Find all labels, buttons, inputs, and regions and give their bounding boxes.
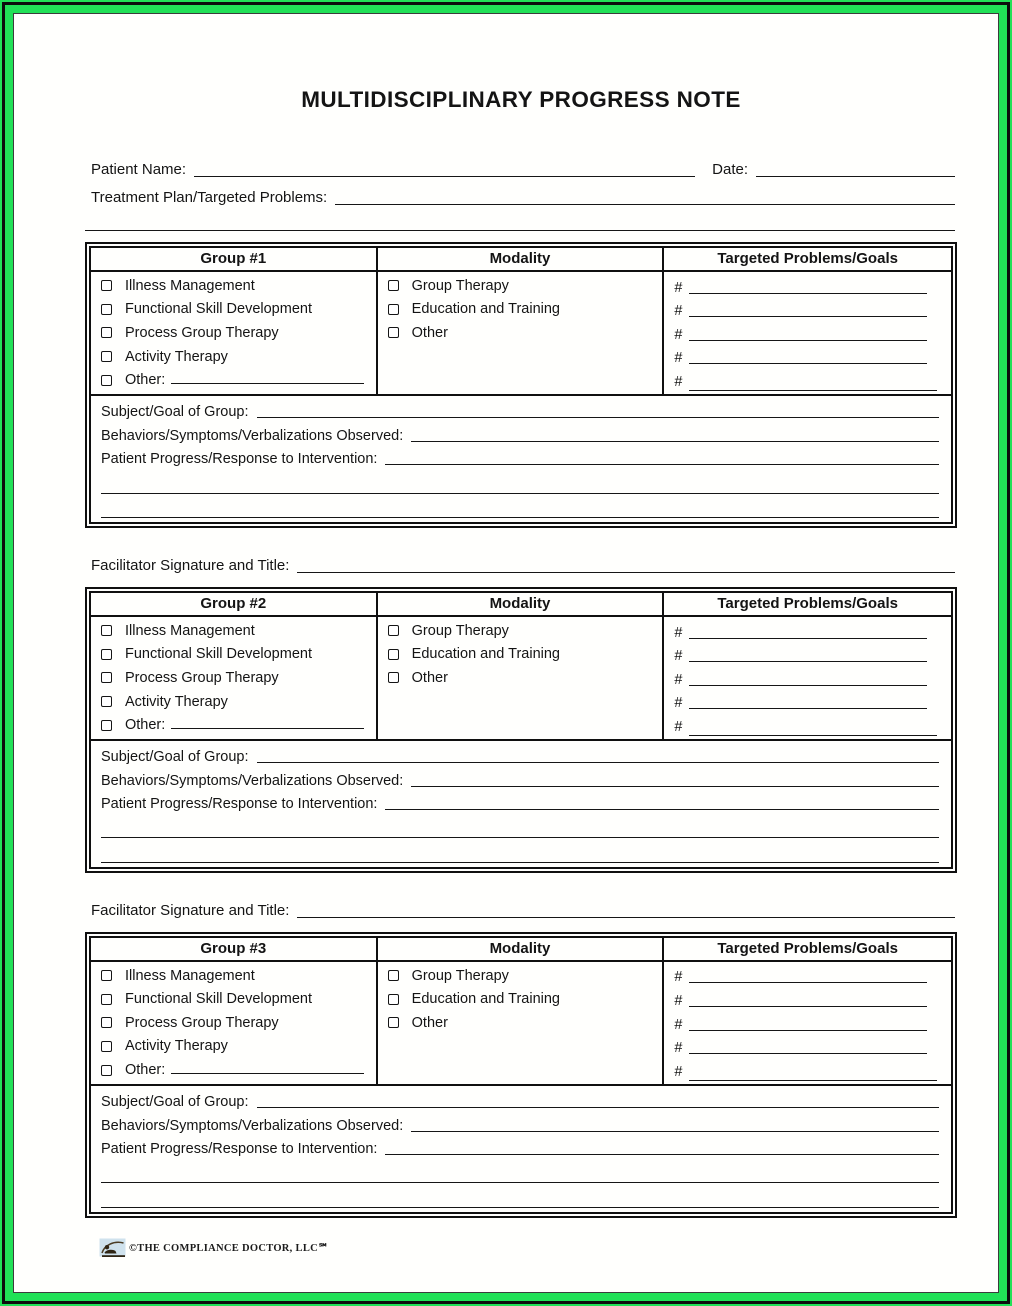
option-activity-therapy	[101, 690, 368, 714]
goal-row-5	[674, 368, 939, 392]
goal-row-4	[674, 1035, 939, 1059]
targeted-goals-cell	[664, 272, 951, 394]
option-illness-management	[101, 964, 368, 988]
compliance-doctor-logo-icon	[99, 1238, 126, 1259]
goal-number-prefix: #	[674, 624, 683, 641]
date-label: Date:	[712, 161, 748, 178]
goal-row-2	[674, 643, 939, 667]
targeted-problems-header: Targeted Problems/Goals	[717, 250, 898, 267]
checkbox[interactable]	[101, 1017, 112, 1028]
behaviors-label: Behaviors/Symptoms/Verbalizations Observed:	[101, 772, 404, 789]
other-fill-line[interactable]	[171, 718, 363, 729]
goal-number-prefix: #	[674, 993, 683, 1010]
modality-education-training	[388, 987, 655, 1011]
option-label: Other:	[125, 717, 166, 734]
subject-goal-row	[101, 1089, 941, 1112]
targeted-problems-header: Targeted Problems/Goals	[717, 594, 898, 612]
notes-blank-line[interactable]	[101, 469, 939, 493]
other-fill-line[interactable]	[171, 1063, 363, 1074]
behaviors-field[interactable]	[411, 774, 939, 787]
checkbox[interactable]	[101, 625, 112, 636]
goal-fill-line[interactable]	[689, 380, 937, 391]
checkbox[interactable]	[388, 672, 399, 683]
goal-row-2	[674, 298, 939, 322]
behaviors-label: Behaviors/Symptoms/Verbalizations Observed:	[101, 427, 404, 444]
checkbox[interactable]	[101, 649, 112, 660]
goal-number-prefix: #	[674, 279, 683, 296]
goal-row-3	[674, 666, 939, 690]
notes-blank-line[interactable]	[101, 814, 939, 838]
modality-header: Modality	[378, 593, 665, 615]
option-label: Functional Skill Development	[125, 646, 312, 663]
checkbox[interactable]	[101, 304, 112, 315]
option-label: Education and Training	[411, 301, 560, 318]
option-label: Process Group Therapy	[125, 1014, 279, 1031]
goal-fill-line[interactable]	[689, 1043, 927, 1054]
option-label: Other	[411, 1014, 448, 1031]
option-label: Group Therapy	[411, 967, 509, 984]
facilitator-signature-label: Facilitator Signature and Title:	[91, 901, 290, 919]
checkbox[interactable]	[101, 994, 112, 1005]
goal-number-prefix: #	[674, 718, 683, 735]
progress-field[interactable]	[385, 797, 939, 810]
group-3-table	[85, 932, 957, 1218]
option-label: Functional Skill Development	[125, 301, 312, 318]
subject-goal-field[interactable]	[257, 750, 940, 763]
treatment-plan-row	[91, 187, 957, 208]
goal-row-4	[674, 690, 939, 714]
modality-education-training	[388, 298, 655, 322]
checkbox[interactable]	[101, 351, 112, 362]
progress-row	[101, 791, 941, 814]
group-3-notes-section	[91, 1086, 951, 1212]
checkbox[interactable]	[388, 327, 399, 338]
goal-fill-line[interactable]	[689, 675, 927, 686]
behaviors-row	[101, 1112, 941, 1135]
goal-number-prefix: #	[674, 695, 683, 712]
option-functional-skill	[101, 987, 368, 1011]
option-label: Other	[411, 669, 448, 686]
group-1-header: Group #1	[91, 248, 378, 270]
option-label: Group Therapy	[411, 622, 509, 639]
option-label: Other	[411, 324, 448, 341]
modality-other	[388, 321, 655, 345]
facilitator-signature-label: Facilitator Signature and Title:	[91, 556, 290, 574]
goal-fill-line[interactable]	[689, 996, 927, 1007]
modality-header: Modality	[378, 248, 665, 270]
checkbox[interactable]	[101, 1041, 112, 1052]
group-options-cell	[91, 962, 378, 1084]
progress-field[interactable]	[385, 452, 939, 465]
subject-goal-field[interactable]	[257, 1095, 940, 1108]
option-label: Functional Skill Development	[125, 991, 312, 1008]
notes-blank-line[interactable]	[101, 1159, 939, 1183]
targeted-goals-cell	[664, 962, 951, 1084]
goal-number-prefix: #	[674, 969, 683, 986]
goal-fill-line[interactable]	[689, 306, 927, 317]
targeted-goals-cell	[664, 617, 951, 739]
option-functional-skill	[101, 298, 368, 322]
checkbox[interactable]	[388, 304, 399, 315]
goal-row-4	[674, 345, 939, 369]
subject-goal-row	[101, 744, 941, 767]
behaviors-row	[101, 767, 941, 790]
targeted-problems-header: Targeted Problems/Goals	[717, 939, 898, 957]
checkbox[interactable]	[101, 970, 112, 981]
option-label: Activity Therapy	[125, 348, 228, 365]
facilitator-signature-row-1	[91, 555, 957, 576]
modality-group-therapy	[388, 964, 655, 988]
option-label: Process Group Therapy	[125, 669, 279, 686]
other-fill-line[interactable]	[171, 373, 363, 384]
subject-goal-label: Subject/Goal of Group:	[101, 1094, 249, 1111]
goal-fill-line[interactable]	[689, 698, 927, 709]
progress-row	[101, 446, 941, 469]
form-page	[13, 13, 999, 1293]
option-label: Activity Therapy	[125, 1038, 228, 1055]
goal-number-prefix: #	[674, 303, 683, 320]
goal-row-1	[674, 619, 939, 643]
checkbox[interactable]	[388, 1017, 399, 1028]
goal-row-1	[674, 274, 939, 298]
option-activity-therapy	[101, 345, 368, 369]
option-other	[101, 368, 368, 392]
behaviors-label: Behaviors/Symptoms/Verbalizations Observed:	[101, 1117, 404, 1134]
group-2-notes-section	[91, 741, 951, 867]
group-1-notes-section	[91, 396, 951, 522]
page-border-black	[2, 2, 1010, 1304]
subject-goal-field[interactable]	[257, 405, 940, 418]
option-illness-management	[101, 274, 368, 298]
footer-branding	[99, 1238, 957, 1259]
goal-row-5	[674, 713, 939, 737]
option-label: Other:	[125, 372, 166, 389]
option-label: Education and Training	[411, 991, 560, 1008]
group-3-table-header	[91, 938, 951, 962]
goal-fill-line[interactable]	[689, 628, 927, 639]
goal-number-prefix: #	[674, 373, 683, 390]
checkbox[interactable]	[388, 649, 399, 660]
goal-fill-line[interactable]	[689, 1020, 927, 1031]
checkbox[interactable]	[388, 970, 399, 981]
option-label: Illness Management	[125, 967, 255, 984]
notes-blank-line[interactable]	[101, 1183, 939, 1207]
group-options-cell	[91, 617, 378, 739]
modality-other	[388, 666, 655, 690]
goal-number-prefix: #	[674, 671, 683, 688]
group-2-table-header	[91, 593, 951, 617]
goal-number-prefix: #	[674, 1063, 683, 1080]
goal-fill-line[interactable]	[689, 283, 927, 294]
checkbox[interactable]	[101, 327, 112, 338]
goal-number-prefix: #	[674, 326, 683, 343]
progress-field[interactable]	[385, 1142, 939, 1155]
option-label: Education and Training	[411, 646, 560, 663]
checkbox[interactable]	[388, 994, 399, 1005]
checkbox[interactable]	[101, 696, 112, 707]
facilitator-signature-field[interactable]	[297, 905, 955, 918]
group-options-cell	[91, 272, 378, 394]
modality-other	[388, 1011, 655, 1035]
goal-number-prefix: #	[674, 350, 683, 367]
facilitator-signature-row-2	[91, 900, 957, 921]
subject-goal-label: Subject/Goal of Group:	[101, 404, 249, 421]
treatment-plan-field-line2[interactable]	[85, 230, 955, 231]
page-title: MULTIDISCIPLINARY PROGRESS NOTE	[301, 87, 741, 112]
checkbox[interactable]	[388, 280, 399, 291]
goal-row-5	[674, 1058, 939, 1082]
progress-label: Patient Progress/Response to Intervention:	[101, 451, 378, 468]
goal-number-prefix: #	[674, 1016, 683, 1033]
behaviors-row	[101, 422, 941, 445]
goal-fill-line[interactable]	[689, 353, 927, 364]
checkbox[interactable]	[101, 720, 112, 731]
modality-options-cell	[378, 962, 665, 1084]
facilitator-signature-field[interactable]	[297, 560, 955, 573]
progress-label: Patient Progress/Response to Intervention:	[101, 796, 378, 813]
option-activity-therapy	[101, 1035, 368, 1059]
patient-name-field[interactable]	[194, 164, 695, 177]
progress-row	[101, 1136, 941, 1159]
checkbox[interactable]	[101, 1065, 112, 1076]
option-other	[101, 713, 368, 737]
option-label: Process Group Therapy	[125, 324, 279, 341]
treatment-plan-field[interactable]	[335, 192, 955, 205]
goal-number-prefix: #	[674, 1040, 683, 1057]
group-1-table-header	[91, 248, 951, 272]
modality-group-therapy	[388, 619, 655, 643]
goal-row-3	[674, 321, 939, 345]
option-other	[101, 1058, 368, 1082]
goal-row-2	[674, 987, 939, 1011]
group-3-header: Group #3	[91, 938, 378, 960]
modality-education-training	[388, 643, 655, 667]
behaviors-field[interactable]	[411, 429, 939, 442]
modality-options-cell	[378, 617, 665, 739]
goal-fill-line[interactable]	[689, 651, 927, 662]
notes-blank-line[interactable]	[101, 838, 939, 862]
checkbox[interactable]	[101, 280, 112, 291]
group-2-table	[85, 587, 957, 873]
option-label: Activity Therapy	[125, 693, 228, 710]
date-field[interactable]	[756, 164, 955, 177]
progress-label: Patient Progress/Response to Intervention:	[101, 1140, 378, 1157]
modality-options-cell	[378, 272, 665, 394]
subject-goal-label: Subject/Goal of Group:	[101, 749, 249, 766]
patient-name-label: Patient Name:	[91, 161, 187, 178]
option-label: Other:	[125, 1062, 166, 1079]
subject-goal-row	[101, 399, 941, 422]
goal-number-prefix: #	[674, 648, 683, 665]
group-2-header: Group #2	[91, 593, 378, 615]
modality-header: Modality	[378, 938, 665, 960]
option-illness-management	[101, 619, 368, 643]
group-1-table	[85, 242, 957, 528]
modality-group-therapy	[388, 274, 655, 298]
treatment-plan-label: Treatment Plan/Targeted Problems:	[91, 189, 328, 206]
checkbox[interactable]	[388, 625, 399, 636]
form-content	[14, 87, 998, 1259]
goal-fill-line[interactable]	[689, 972, 927, 983]
goal-fill-line[interactable]	[689, 725, 937, 736]
notes-blank-line[interactable]	[101, 494, 939, 518]
behaviors-field[interactable]	[411, 1119, 939, 1132]
goal-row-3	[674, 1011, 939, 1035]
copyright-text: ©THE COMPLIANCE DOCTOR, LLC℠	[129, 1243, 330, 1255]
checkbox[interactable]	[101, 672, 112, 683]
goal-fill-line[interactable]	[689, 1070, 937, 1081]
goal-fill-line[interactable]	[689, 330, 927, 341]
patient-name-row	[91, 159, 957, 180]
option-process-group	[101, 666, 368, 690]
option-functional-skill	[101, 643, 368, 667]
goal-row-1	[674, 964, 939, 988]
option-label: Illness Management	[125, 277, 255, 294]
option-label: Group Therapy	[411, 277, 509, 294]
option-process-group	[101, 1011, 368, 1035]
checkbox[interactable]	[101, 375, 112, 386]
option-label: Illness Management	[125, 622, 255, 639]
option-process-group	[101, 321, 368, 345]
